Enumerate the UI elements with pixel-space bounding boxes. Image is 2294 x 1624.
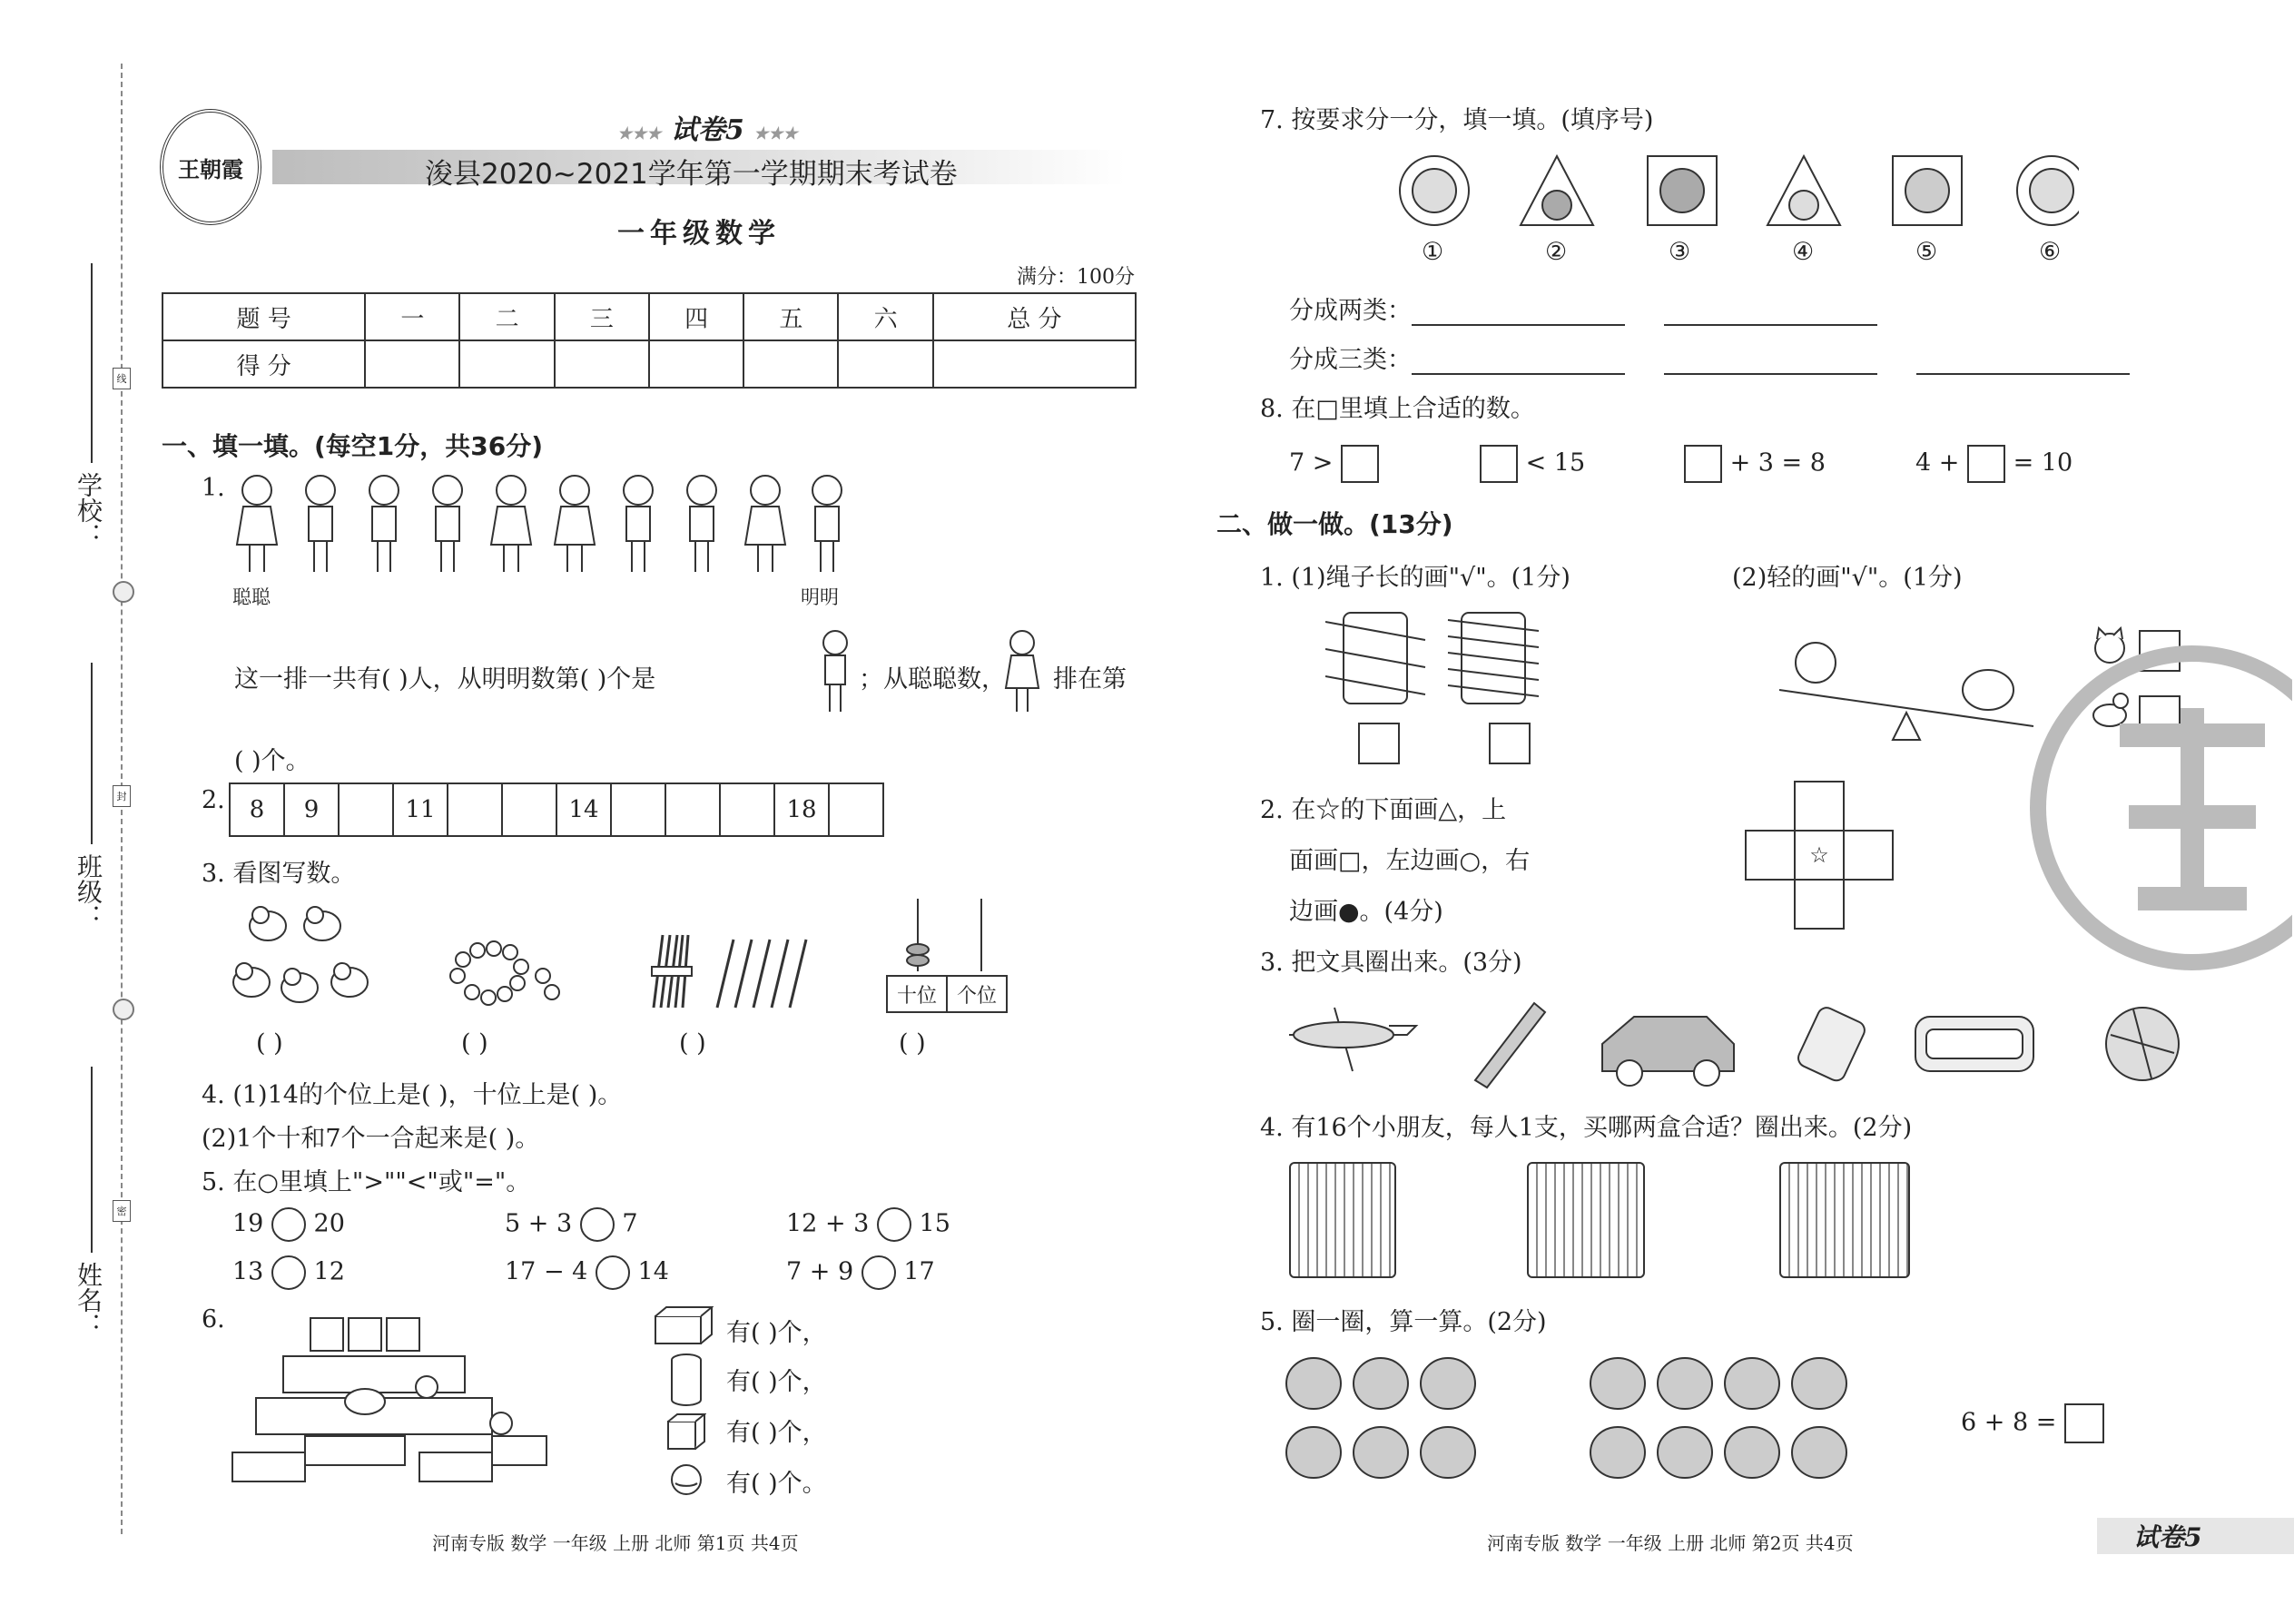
score-header-cell: 三	[555, 293, 649, 340]
chicks-illustration	[231, 899, 377, 1017]
compare-item: 7 + 9 17	[786, 1255, 935, 1290]
q1-text-a: 这一排一共有( )人，从明明数第( )个是	[234, 665, 656, 694]
q1-text-c: 排在第	[1053, 665, 1127, 694]
place-value-table	[886, 975, 1008, 1013]
score-cell[interactable]	[838, 340, 932, 388]
school-label: 学校：	[74, 472, 103, 548]
binding-dot-icon	[113, 581, 134, 603]
exam-title: 浚县2020~2021学年第一学期期末考试卷	[425, 158, 958, 191]
answer-line[interactable]	[1916, 349, 2130, 375]
q2-number: 2.	[202, 786, 225, 814]
fill-box[interactable]	[1341, 445, 1379, 483]
child-label-congcong: 聪聪	[232, 586, 271, 608]
score-header-cell: 五	[743, 293, 838, 340]
exam-subtitle: 一年级数学	[617, 218, 781, 250]
shape-label-5: ⑤	[1915, 238, 1938, 266]
tens-label: 十位	[887, 976, 947, 1012]
class-line	[91, 663, 93, 844]
fill-box-item: + 3 = 8	[1684, 445, 1826, 483]
score-cell[interactable]	[933, 340, 1136, 388]
school-line	[91, 263, 93, 463]
star-icon: ☆	[1809, 842, 1829, 868]
mark-seal: 封	[113, 785, 131, 807]
abacus-illustration	[886, 899, 1013, 971]
fill-box[interactable]	[1480, 445, 1518, 483]
q4-part-2: (2)1个十和7个一合起来是( )。	[202, 1125, 540, 1153]
q3-blank-1[interactable]: ( )	[256, 1029, 283, 1058]
seq-cell: 18	[774, 783, 829, 836]
compare-circle[interactable]	[596, 1255, 630, 1290]
binding-dot-icon	[113, 999, 134, 1020]
q3-blank-4[interactable]: ( )	[899, 1029, 926, 1058]
answer-line[interactable]	[1412, 349, 1625, 375]
mark-secret: 密	[113, 1200, 131, 1222]
cube-icon	[666, 1412, 706, 1452]
rope-cylinders-illustration	[1325, 604, 1561, 713]
page-tag-text: 试卷5	[2133, 1522, 2202, 1552]
class-label: 班级：	[74, 853, 103, 930]
pen-box-3[interactable]	[1779, 1162, 1910, 1278]
children-row-illustration	[227, 470, 853, 579]
seq-blank-cell[interactable]	[829, 783, 883, 836]
rope-answer-box[interactable]	[1489, 723, 1531, 764]
q4-part-1: 4. (1)14的个位上是( )，十位上是( )。	[202, 1081, 623, 1109]
q6-cube-count: 有( )个，	[726, 1419, 827, 1447]
logo-badge	[160, 109, 261, 225]
q7-two-groups: 分成两类：	[1289, 290, 1877, 326]
number-sequence	[229, 782, 884, 837]
score-cell[interactable]	[459, 340, 554, 388]
sphere-icon	[668, 1462, 704, 1498]
pen-box-2[interactable]	[1527, 1162, 1645, 1278]
cabbages-group-2	[1589, 1353, 1861, 1489]
grid-cell-right[interactable]	[1843, 830, 1894, 881]
shape-label-2: ②	[1545, 238, 1568, 266]
girl-icon	[1002, 628, 1042, 719]
compare-item: 12 + 3 15	[786, 1207, 950, 1242]
compare-circle[interactable]	[877, 1207, 911, 1242]
seq-blank-cell[interactable]	[611, 783, 665, 836]
series-text: 试卷5	[670, 114, 744, 146]
compare-circle[interactable]	[580, 1207, 615, 1242]
shape-label-6: ⑥	[2039, 238, 2062, 266]
rope-answer-box[interactable]	[1358, 723, 1400, 764]
seq-blank-cell[interactable]	[720, 783, 774, 836]
score-cell[interactable]	[555, 340, 649, 388]
cabbages-group-1	[1285, 1353, 1484, 1489]
d5-title: 5. 圈一圈，算一算。(2分)	[1260, 1308, 1547, 1336]
seq-cell: 11	[393, 783, 448, 836]
compare-item: 5 + 3 7	[505, 1207, 638, 1242]
fill-box-item: < 15	[1480, 445, 1585, 483]
q8-title: 8. 在□里填上合适的数。	[1260, 395, 1535, 423]
grid-cell-center	[1794, 830, 1845, 881]
shape-label-3: ③	[1669, 238, 1691, 266]
d1-part-1: 1. (1)绳子长的画"√"。(1分)	[1260, 564, 1570, 592]
boy-icon	[817, 628, 853, 719]
full-score: 满分：100分	[1017, 266, 1135, 289]
score-header-cell: 一	[365, 293, 459, 340]
name-label: 姓名：	[74, 1262, 103, 1338]
q1-number: 1.	[202, 474, 225, 502]
ones-label: 个位	[947, 976, 1007, 1012]
child-label-mingming: 明明	[801, 586, 839, 608]
d2-line-2: 面画□，左边画○，右	[1289, 847, 1531, 875]
q6-number: 6.	[202, 1305, 225, 1334]
seq-cell: 9	[284, 783, 339, 836]
d4-title: 4. 有16个小朋友，每人1支，买哪两盒合适？圈出来。(2分)	[1260, 1114, 1913, 1142]
seal-watermark-icon	[2020, 635, 2292, 980]
grid-cell-bottom[interactable]	[1794, 879, 1845, 930]
fill-box-item: 7 >	[1289, 445, 1379, 483]
seq-blank-cell[interactable]	[448, 783, 502, 836]
compare-circle[interactable]	[861, 1255, 896, 1290]
seq-cell: 8	[230, 783, 284, 836]
score-header-cell: 六	[838, 293, 932, 340]
q1-text-d: ( )个。	[234, 747, 310, 775]
sticks-illustration	[635, 930, 817, 1012]
answer-line[interactable]	[1412, 300, 1625, 326]
score-label-cell: 得 分	[162, 340, 365, 388]
q7-title: 7. 按要求分一分，填一填。(填序号)	[1260, 106, 1654, 134]
logo-text: 王朝霞	[178, 155, 243, 182]
d5-equation: 6 + 8 =	[1961, 1403, 2104, 1443]
compare-circle[interactable]	[271, 1255, 306, 1290]
answer-box[interactable]	[2064, 1403, 2104, 1443]
q7-three-groups: 分成三类：	[1289, 340, 2130, 375]
answer-line[interactable]	[1664, 300, 1877, 326]
pen-box-1[interactable]	[1289, 1162, 1396, 1278]
d3-title: 3. 把文具圈出来。(3分)	[1260, 949, 1522, 977]
fill-box[interactable]	[1684, 445, 1722, 483]
section-2-heading: 二、做一做。(13分)	[1216, 509, 1453, 539]
shape-label-1: ①	[1422, 238, 1444, 266]
d2-line-3: 边画●。(4分)	[1289, 898, 1443, 926]
score-cell[interactable]	[743, 340, 838, 388]
grid-cell-top[interactable]	[1794, 781, 1845, 832]
objects-illustration	[1280, 989, 2197, 1089]
q1-text-b: ；从聪聪数，	[859, 665, 1006, 694]
compare-item: 13 12	[232, 1255, 345, 1290]
q5-title: 5. 在○里填上">""<"或"="。	[202, 1168, 531, 1196]
cross-grid	[1745, 781, 1892, 931]
block-building-illustration	[229, 1300, 556, 1491]
fill-box-item: 4 + = 10	[1915, 445, 2072, 483]
shape-label-4: ④	[1792, 238, 1815, 266]
compare-circle[interactable]	[271, 1207, 306, 1242]
seq-cell: 14	[556, 783, 611, 836]
score-table	[162, 292, 1137, 389]
series-label: ★★★ 试卷5 ★★★	[617, 114, 798, 146]
score-cell[interactable]	[365, 340, 459, 388]
fill-box[interactable]	[1967, 445, 2005, 483]
q6-sphere-count: 有( )个。	[726, 1470, 827, 1498]
compare-item: 19 20	[232, 1207, 345, 1242]
q3-blank-3[interactable]: ( )	[679, 1029, 706, 1058]
cuboid-icon	[654, 1305, 714, 1345]
compare-item: 17 − 4 14	[505, 1255, 669, 1290]
right-footer: 河南专版 数学 一年级 上册 北师 第2页 共4页	[1487, 1532, 1854, 1554]
q6-cylinder-count: 有( )个，	[726, 1368, 827, 1396]
score-header-cell: 四	[649, 293, 743, 340]
section-1-heading: 一、填一填。(每空1分，共36分)	[162, 431, 544, 461]
score-cell[interactable]	[649, 340, 743, 388]
cylinder-icon	[668, 1353, 704, 1407]
page-tag	[2097, 1518, 2294, 1554]
balance-scale-illustration	[1770, 626, 2043, 753]
beads-illustration	[445, 940, 563, 1012]
score-header-cell: 二	[459, 293, 554, 340]
answer-line[interactable]	[1664, 349, 1877, 375]
d2-line-1: 2. 在☆的下面画△，上	[1260, 796, 1507, 824]
mark-line: 线	[113, 368, 131, 389]
d1-part-2: (2)轻的画"√"。(1分)	[1732, 564, 1963, 592]
score-header-cell: 题 号	[162, 293, 365, 340]
score-header-cell: 总 分	[933, 293, 1136, 340]
sort-shapes-illustration	[1389, 153, 2079, 243]
q3-blank-2[interactable]: ( )	[461, 1029, 488, 1058]
name-line	[91, 1067, 93, 1253]
seq-blank-cell[interactable]	[339, 783, 393, 836]
q6-cuboid-count: 有( )个，	[726, 1319, 827, 1347]
q3-title: 3. 看图写数。	[202, 860, 356, 888]
seq-blank-cell[interactable]	[502, 783, 556, 836]
left-footer: 河南专版 数学 一年级 上册 北师 第1页 共4页	[432, 1532, 799, 1554]
seq-blank-cell[interactable]	[665, 783, 720, 836]
grid-cell-left[interactable]	[1745, 830, 1796, 881]
